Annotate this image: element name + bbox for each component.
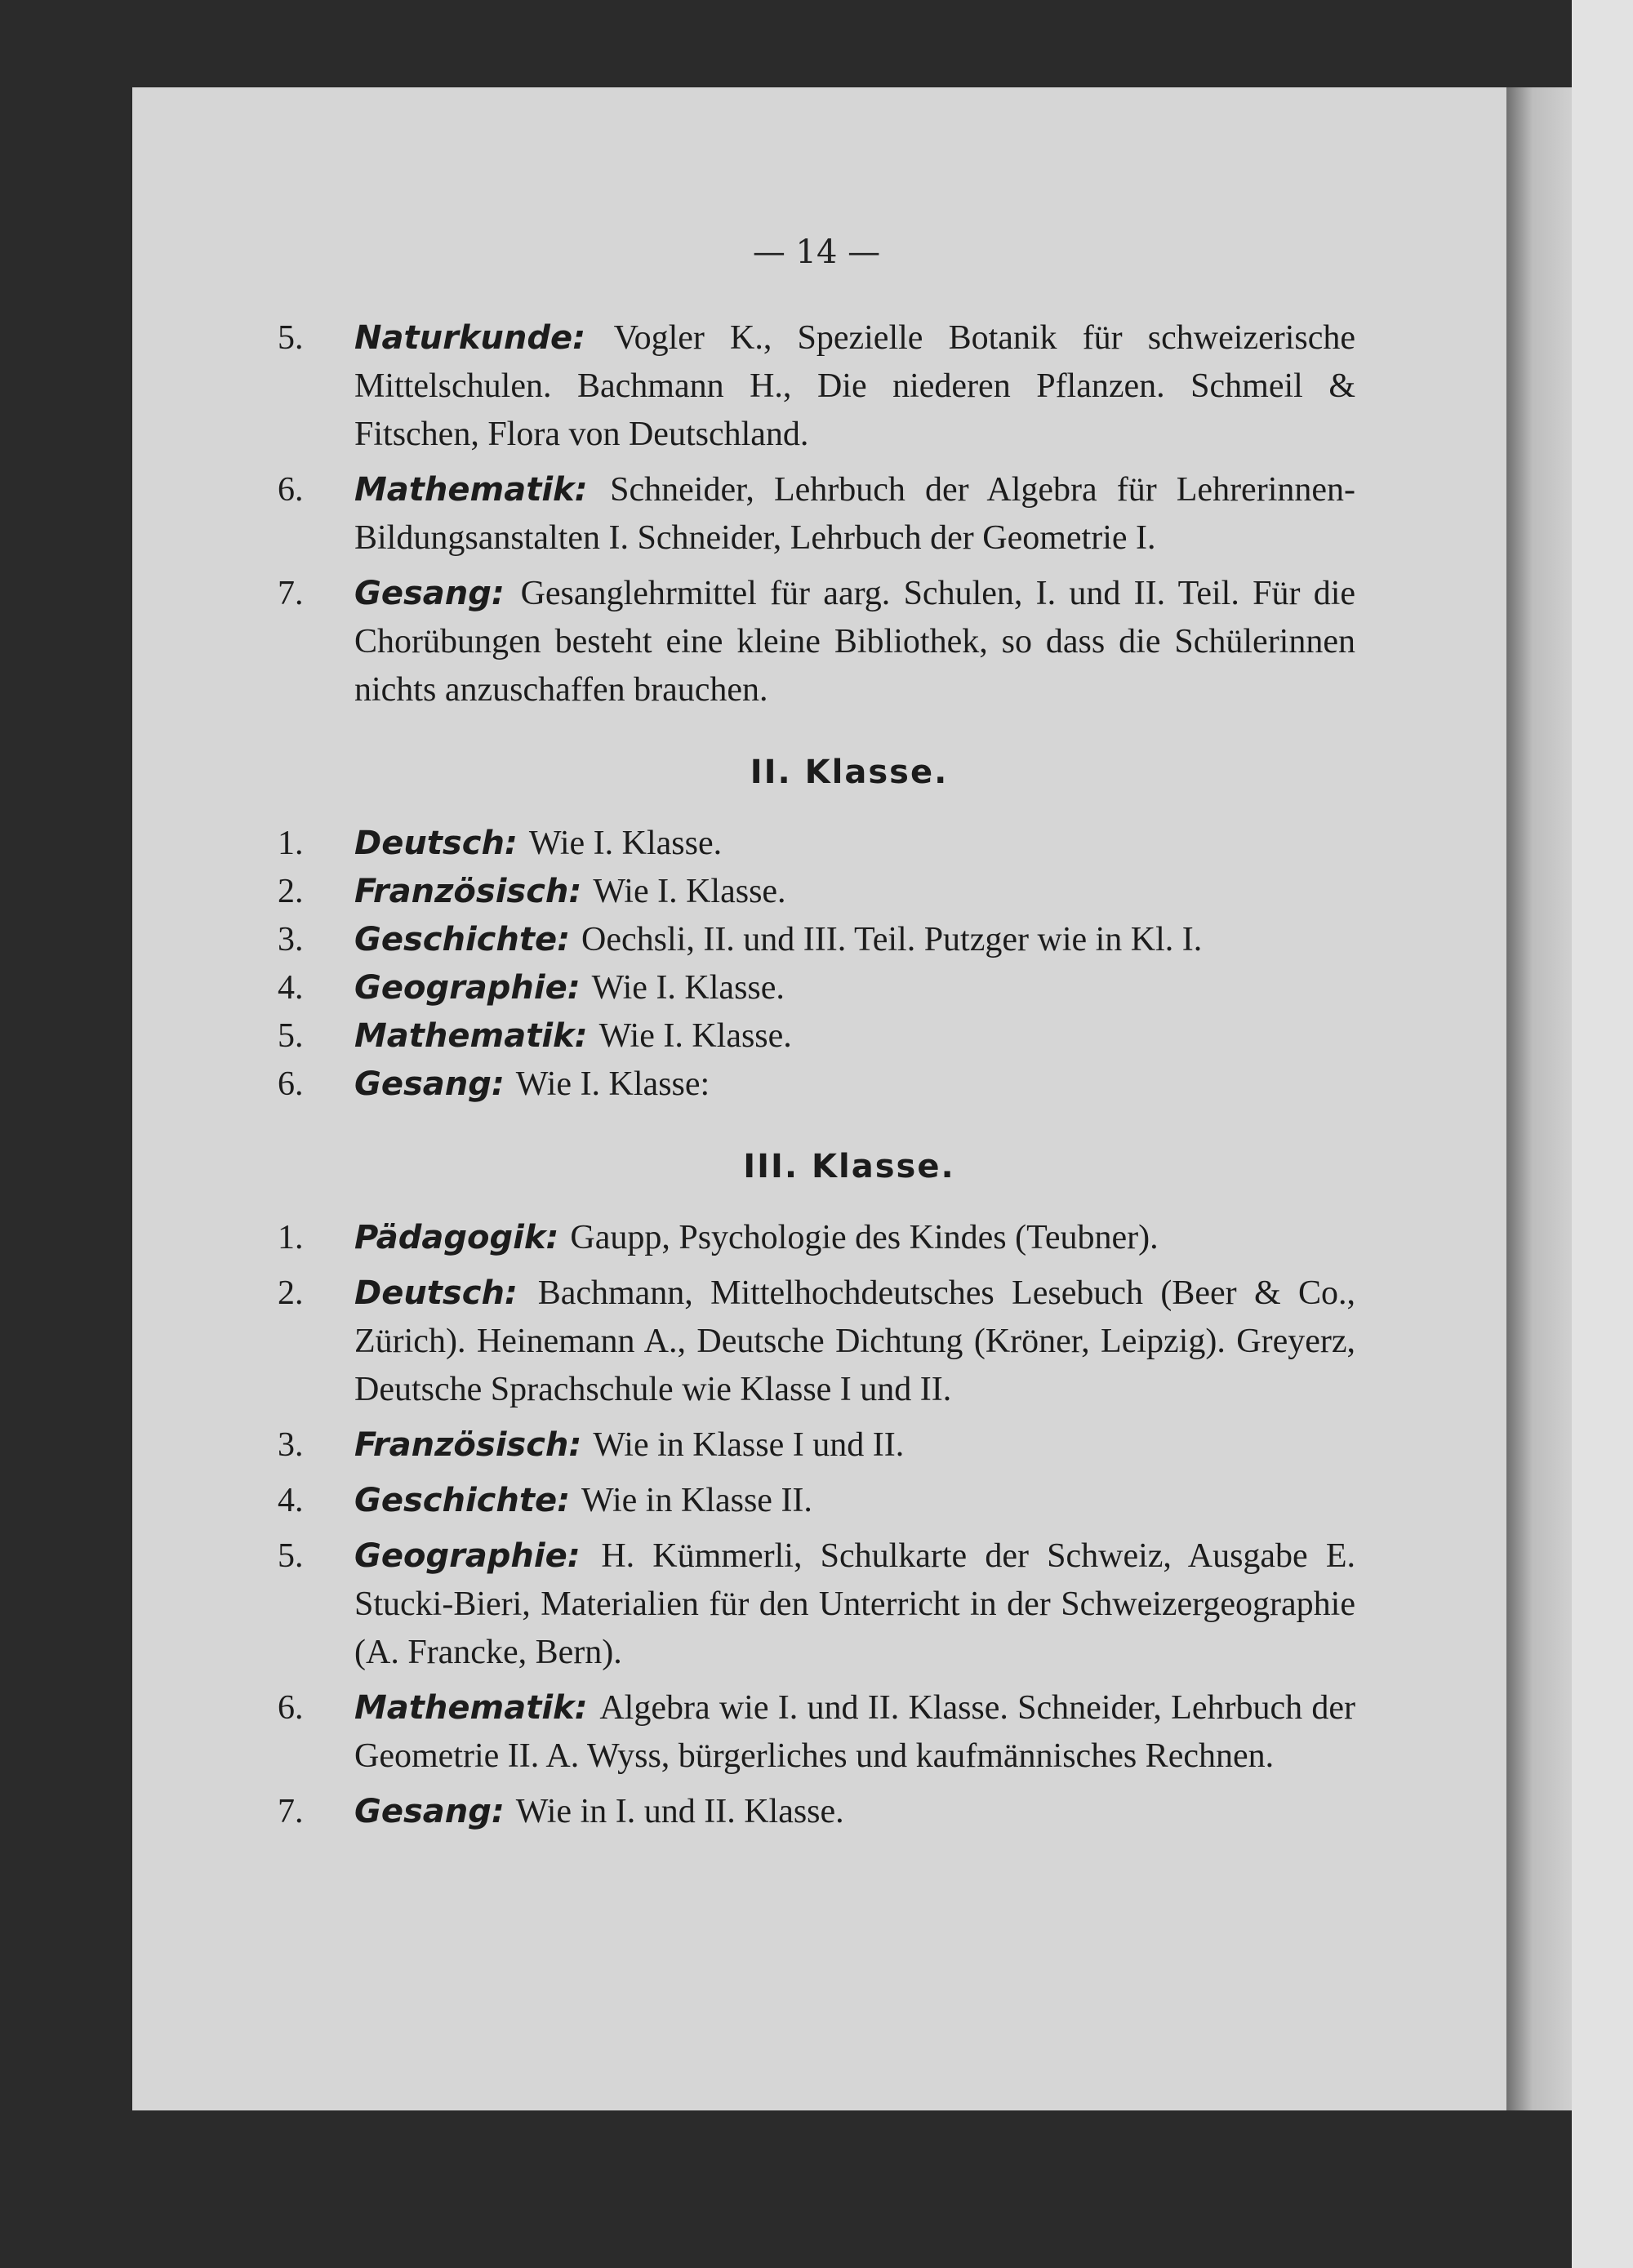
- item-subject: Pädagogik:: [354, 1219, 571, 1256]
- item-subject: Deutsch:: [354, 1274, 538, 1312]
- item-subject: Gesang:: [354, 575, 521, 612]
- list-item: [269, 314, 1355, 459]
- item-text: Schneider, Lehrbuch der Algebra für Lehrerinnen-Bildungsanstalten I. Schneider, Lehrbuch der Geometrie I.: [354, 471, 1355, 557]
- item-number: 5.: [278, 1017, 304, 1055]
- item-subject: Naturkunde:: [354, 319, 614, 357]
- list-item: [269, 1684, 1355, 1781]
- item-text: Gesanglehrmittel für aarg. Schulen, I. und II. Teil. Für die Chorübungen besteht eine kleine Bibliothek, so dass die Schülerinnen nichts anzuschaffen brauchen.: [354, 575, 1356, 709]
- item-text: Wie I. Klasse.: [528, 825, 723, 862]
- item-text: Wie in Klasse II.: [581, 1482, 812, 1519]
- item-text: Wie I. Klasse.: [598, 1017, 792, 1055]
- page-content: [269, 314, 1355, 1843]
- list-item: [269, 1477, 1355, 1525]
- item-number: 6.: [278, 1065, 304, 1103]
- list-item: [269, 1532, 1355, 1677]
- section-class-2: [269, 820, 1355, 1109]
- list-item: [269, 466, 1355, 563]
- list-item: [269, 1061, 1355, 1109]
- item-subject: Geographie:: [354, 1537, 602, 1575]
- section-heading-class-3: III. Klasse.: [743, 1148, 955, 1185]
- item-text: Wie I. Klasse:: [515, 1065, 710, 1103]
- list-item: [269, 1421, 1355, 1470]
- item-subject: Mathematik:: [354, 471, 611, 509]
- item-number: 1.: [278, 825, 304, 862]
- item-text: Wie in Klasse I und II.: [593, 1426, 905, 1464]
- item-subject: Deutsch:: [354, 825, 529, 862]
- list-item: [269, 1214, 1355, 1262]
- item-text: Gaupp, Psychologie des Kindes (Teubner).: [570, 1219, 1159, 1256]
- item-subject: Geschichte:: [354, 921, 582, 958]
- page-number: — 14 —: [752, 233, 881, 271]
- list-item: [269, 868, 1355, 916]
- item-number: 5.: [278, 1537, 304, 1575]
- item-number: 6.: [278, 1689, 304, 1727]
- list-item: [269, 820, 1355, 868]
- item-text: Wie in I. und II. Klasse.: [515, 1793, 844, 1830]
- item-text: H. Kümmerli, Schulkarte der Schweiz, Ausgabe E. Stucki-Bieri, Materialien für den Unterricht in der Schweizergeographie (A. Francke, Bern).: [354, 1537, 1356, 1671]
- book-spine: [1506, 87, 1572, 2110]
- item-number: 7.: [278, 1793, 304, 1830]
- item-text: Algebra wie I. und II. Klasse. Schneider, Lehrbuch der Geometrie II. A. Wyss, bürgerliches und kaufmännisches Rechnen.: [354, 1689, 1355, 1775]
- item-number: 7.: [278, 575, 304, 612]
- item-subject: Französisch:: [354, 873, 594, 910]
- item-subject: Mathematik:: [354, 1017, 599, 1055]
- item-text: Wie I. Klasse.: [591, 969, 785, 1007]
- next-page-edge: [1572, 0, 1633, 2268]
- item-text: Bachmann, Mittelhochdeutsches Lesebuch (Beer & Co., Zürich). Heinemann A., Deutsche Dichtung (Kröner, Leipzig). Greyerz, Deutsche Sprachschule wie Klasse I und II.: [354, 1274, 1355, 1408]
- section-heading-class-2: II. Klasse.: [750, 754, 949, 791]
- item-number: 1.: [278, 1219, 304, 1256]
- list-item: [269, 916, 1355, 964]
- list-item: [269, 1788, 1355, 1836]
- list-item: [269, 570, 1355, 714]
- item-number: 2.: [278, 1274, 304, 1312]
- item-number: 3.: [278, 1426, 304, 1464]
- item-text: Oechsli, II. und III. Teil. Putzger wie in Kl. I.: [581, 921, 1203, 958]
- list-item: [269, 964, 1355, 1012]
- item-subject: Gesang:: [354, 1793, 516, 1830]
- item-text: Vogler K., Spezielle Botanik für schweizerische Mittelschulen. Bachmann H., Die niederen Pflanzen. Schmeil & Fitschen, Flora von Deutschland.: [354, 319, 1355, 453]
- list-item: [269, 1012, 1355, 1061]
- item-subject: Geschichte:: [354, 1482, 582, 1519]
- item-number: 2.: [278, 873, 304, 910]
- item-number: 6.: [278, 471, 304, 509]
- item-subject: Französisch:: [354, 1426, 594, 1464]
- item-number: 4.: [278, 969, 304, 1007]
- item-number: 4.: [278, 1482, 304, 1519]
- item-subject: Geographie:: [354, 969, 592, 1007]
- item-subject: Gesang:: [354, 1065, 516, 1103]
- item-number: 5.: [278, 319, 304, 357]
- section-class-3: [269, 1214, 1355, 1836]
- section-class-1-continued: [269, 314, 1355, 714]
- item-number: 3.: [278, 921, 304, 958]
- list-item: [269, 1270, 1355, 1414]
- item-subject: Mathematik:: [354, 1689, 600, 1727]
- item-text: Wie I. Klasse.: [593, 873, 786, 910]
